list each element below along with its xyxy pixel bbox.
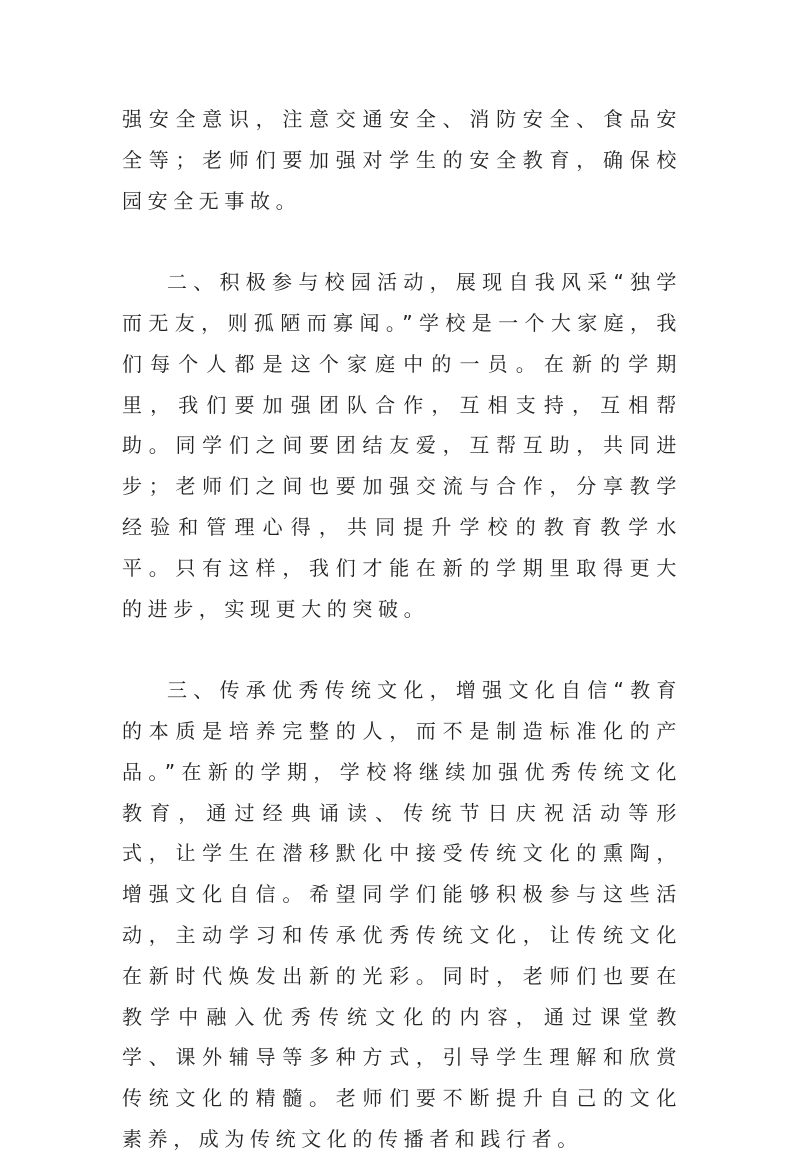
document-page [122,99,682,1160]
paragraph-campus-activities: 二、积极参与校园活动，展现自我风采“独学而无友，则孤陋而寡闻。”学校是一个大家庭，我们每个人都是这个家庭中的一员。在新的学期里，我们要加强团队合作，互相支持，互相帮助。同学们之间要团结友爱，互帮互助，共同进步；老师们之间也要加强交流与合作，分享教学经验和管理心得，共同提升学校的教育教学水平。只有这样，我们才能在新的学期里取得更大的进步，实现更大的突破。 [122,270,682,621]
paragraph-spacer [122,629,682,670]
paragraph-spacer [122,221,682,262]
paragraph-safety-continuation: 强安全意识，注意交通安全、消防安全、食品安全等；老师们要加强对学生的安全教育，确保校园安全无事故。 [122,107,682,213]
paragraph-traditional-culture: 三、传承优秀传统文化，增强文化自信“教育的本质是培养完整的人，而不是制造标准化的产品。”在新的学期，学校将继续加强优秀传统文化教育，通过经典诵读、传统节日庆祝活动等形式，让学生在潜移默化中接受传统文化的熏陶，增强文化自信。希望同学们能够积极参与这些活动，主动学习和传承优秀传统文化，让传统文化在新时代焕发出新的光彩。同时，老师们也要在教学中融入优秀传统文化的内容，通过课堂教学、课外辅导等多种方式，引导学生理解和欣赏传统文化的精髓。老师们要不断提升自己的文化素养，成为传统文化的传播者和践行者。 [122,678,682,1151]
